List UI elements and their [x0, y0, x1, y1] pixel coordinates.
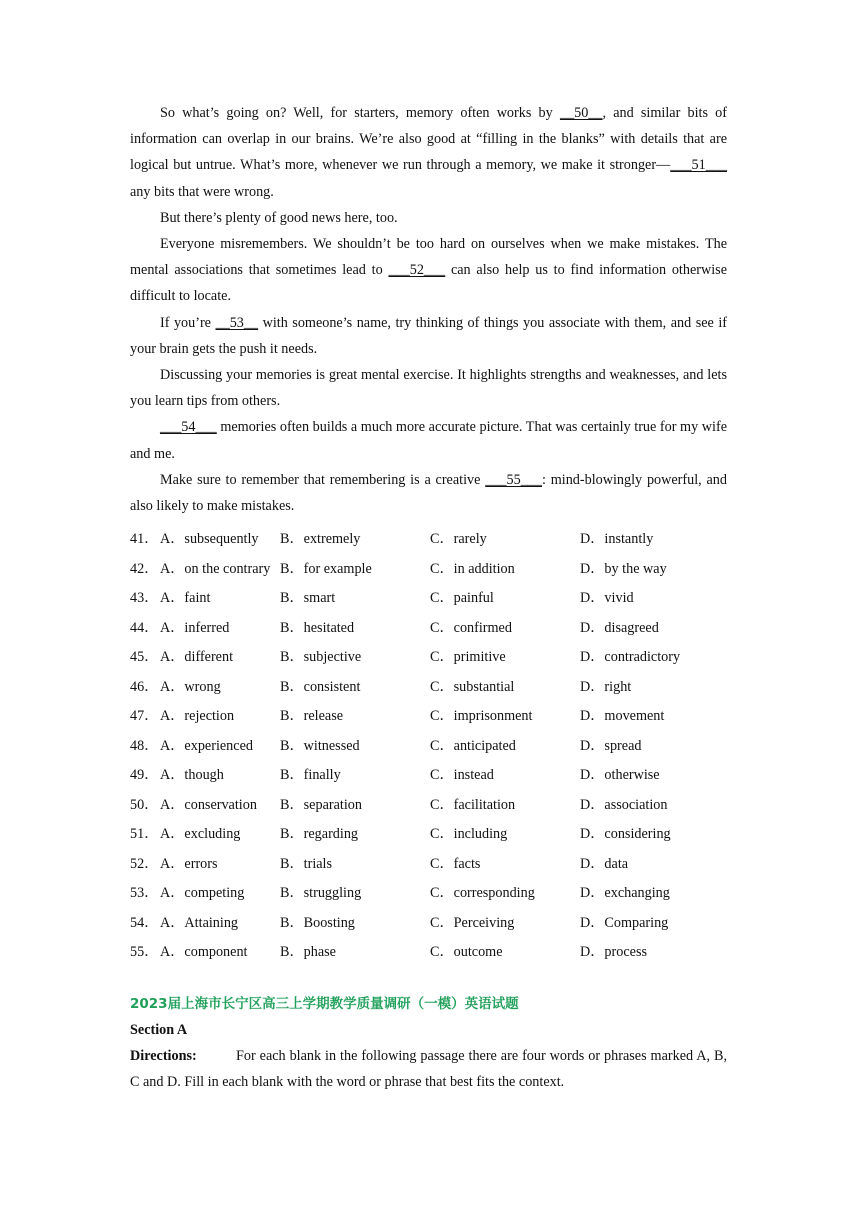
passage-text: with someone’s name, try thinking of things you associate with them, and see if your brain gets the push it needs.: [130, 314, 727, 357]
question-number: 46．: [130, 678, 159, 695]
passage-paragraph: [130, 414, 727, 466]
question-number: 44．: [130, 619, 159, 636]
option-b: B．consistent: [280, 678, 361, 695]
option-d: D．movement: [580, 708, 665, 724]
option-b: B．smart: [280, 590, 336, 606]
option-a: A．Attaining: [160, 914, 239, 931]
option-d: D．data: [580, 855, 629, 872]
option-c: C．imprisonment: [430, 708, 533, 724]
option-b: B．witnessed: [280, 737, 360, 754]
option-c: C．painful: [430, 590, 494, 606]
option-d: D．vivid: [580, 590, 634, 606]
option-c: C．corresponding: [430, 885, 535, 901]
option-c: C．outcome: [430, 944, 503, 960]
option-a: A．conservation: [160, 796, 257, 813]
question-row: [130, 671, 727, 701]
next-test-title: 2023届上海市长宁区高三上学期教学质量调研（一模）英语试题: [130, 995, 519, 1012]
passage-text: Everyone misremembers. We shouldn’t be too hard on ourselves when we make mistakes. The mental associations that sometimes lead to: [130, 236, 727, 279]
option-c: C．facilitation: [430, 796, 516, 813]
question-row: [130, 612, 727, 642]
option-d: D．by the way: [580, 560, 667, 577]
option-c: C．anticipated: [430, 737, 516, 754]
question-number: 47．: [130, 708, 159, 724]
question-row: [130, 907, 727, 937]
option-a: A．inferred: [160, 619, 230, 636]
option-b: B．struggling: [280, 885, 362, 901]
option-c: C．facts: [430, 855, 481, 872]
option-d: D．instantly: [580, 531, 654, 547]
question-number: 45．: [130, 649, 159, 665]
option-c: C．primitive: [430, 649, 506, 665]
option-c: C．confirmed: [430, 619, 512, 636]
question-number: 54．: [130, 914, 159, 931]
directions: [130, 1043, 727, 1095]
option-b: B．regarding: [280, 826, 359, 842]
option-d: D．process: [580, 944, 647, 960]
option-a: A．experienced: [160, 737, 253, 754]
passage-text: So what’s going on? Well, for starters, memory often works by: [160, 105, 560, 121]
question-number: 49．: [130, 767, 159, 783]
option-a: A．rejection: [160, 708, 235, 724]
question-number: 48．: [130, 737, 159, 754]
answer-blank: ___55___: [485, 471, 542, 488]
option-b: B．finally: [280, 767, 341, 783]
question-number: 51．: [130, 826, 159, 842]
option-a: A．component: [160, 944, 248, 960]
question-row: [130, 641, 727, 671]
passage-text: : mind-blowingly powerful, and also likely to make mistakes.: [130, 471, 727, 515]
option-d: D．considering: [580, 826, 671, 842]
passage-paragraph: [130, 205, 727, 231]
option-c: C．rarely: [430, 531, 487, 547]
passage-paragraph: [130, 310, 727, 362]
option-c: C．including: [430, 826, 508, 842]
answer-blank: ___54___: [160, 419, 217, 436]
directions-text: For each blank in the following passage there are four words or phrases marked A, B, C and D. Fill in each blank with the word or phrase that best fits the context.: [130, 1047, 727, 1090]
option-a: A．excluding: [160, 826, 241, 842]
question-row: [130, 936, 727, 966]
question-row: [130, 730, 727, 760]
question-number: 43．: [130, 590, 159, 606]
option-a: A．competing: [160, 885, 245, 901]
option-c: C．instead: [430, 767, 494, 783]
passage-text: can also help us to find information otherwise difficult to locate.: [130, 262, 727, 305]
question-row: [130, 848, 727, 878]
option-a: A．subsequently: [160, 531, 259, 547]
passage-text: Make sure to remember that remembering is a creative: [160, 471, 486, 488]
option-a: A．wrong: [160, 678, 221, 695]
question-number: 53．: [130, 885, 159, 901]
passage-paragraph: [130, 362, 727, 414]
option-c: C．substantial: [430, 678, 515, 695]
passage-paragraph: [130, 100, 727, 205]
passage-text: memories often builds a much more accurate picture. That was certainly true for my wife and me.: [130, 419, 727, 462]
question-row: [130, 553, 727, 583]
answer-blank: __50__: [559, 105, 603, 121]
section-heading: Section A: [130, 1021, 188, 1038]
question-row: [130, 789, 727, 819]
options-list: [130, 523, 727, 966]
option-d: D．right: [580, 678, 632, 695]
option-b: B．separation: [280, 796, 362, 813]
option-b: B．phase: [280, 944, 336, 960]
question-number: 50．: [130, 796, 159, 813]
question-number: 55．: [130, 944, 159, 960]
question-number: 42．: [130, 560, 159, 577]
answer-blank: ___52___: [388, 262, 446, 279]
option-c: C．in addition: [430, 560, 515, 577]
directions-label: Directions:: [130, 1047, 197, 1064]
passage-paragraph: [130, 231, 727, 310]
question-row: [130, 700, 727, 730]
option-d: D．Comparing: [580, 914, 669, 931]
option-a: A．different: [160, 649, 234, 665]
option-b: B．hesitated: [280, 619, 355, 636]
document-page: [130, 100, 727, 1095]
option-b: B．trials: [280, 855, 333, 872]
option-d: D．spread: [580, 737, 642, 754]
passage: [130, 100, 727, 519]
answer-blank: __53__: [215, 314, 259, 331]
option-a: A．though: [160, 767, 224, 783]
question-row: [130, 759, 727, 789]
question-row: [130, 582, 727, 612]
question-row: [130, 877, 727, 907]
option-a: A．faint: [160, 590, 211, 606]
option-d: D．exchanging: [580, 885, 670, 901]
option-b: B．release: [280, 708, 344, 724]
option-d: D．otherwise: [580, 767, 660, 783]
option-c: C．Perceiving: [430, 914, 515, 931]
option-b: B．Boosting: [280, 914, 355, 931]
option-a: A．on the contrary: [160, 560, 271, 577]
option-d: D．association: [580, 796, 668, 813]
option-d: D．contradictory: [580, 649, 681, 665]
question-row: [130, 523, 727, 553]
option-d: D．disagreed: [580, 619, 659, 636]
option-b: B．for example: [280, 560, 372, 577]
question-number: 41．: [130, 531, 159, 547]
option-a: A．errors: [160, 855, 218, 872]
passage-text: If you’re: [160, 314, 216, 331]
option-b: B．subjective: [280, 649, 362, 665]
passage-paragraph: [130, 467, 727, 519]
passage-text: , and similar bits of information can overlap in our brains. We’re also good at “filling in the blanks” with details that are logical but untrue. What’s more, whenever we run through a memory, we make it stronger—: [130, 105, 727, 174]
passage-text: But there’s plenty of good news here, too.: [160, 209, 398, 226]
answer-blank: ___51___: [670, 157, 727, 174]
passage-text: any bits that were wrong.: [130, 183, 274, 200]
question-number: 52．: [130, 855, 159, 872]
question-row: [130, 818, 727, 848]
passage-text: Discussing your memories is great mental exercise. It highlights strengths and weaknesses, and lets you learn tips from others.: [130, 367, 727, 410]
option-b: B．extremely: [280, 531, 361, 547]
